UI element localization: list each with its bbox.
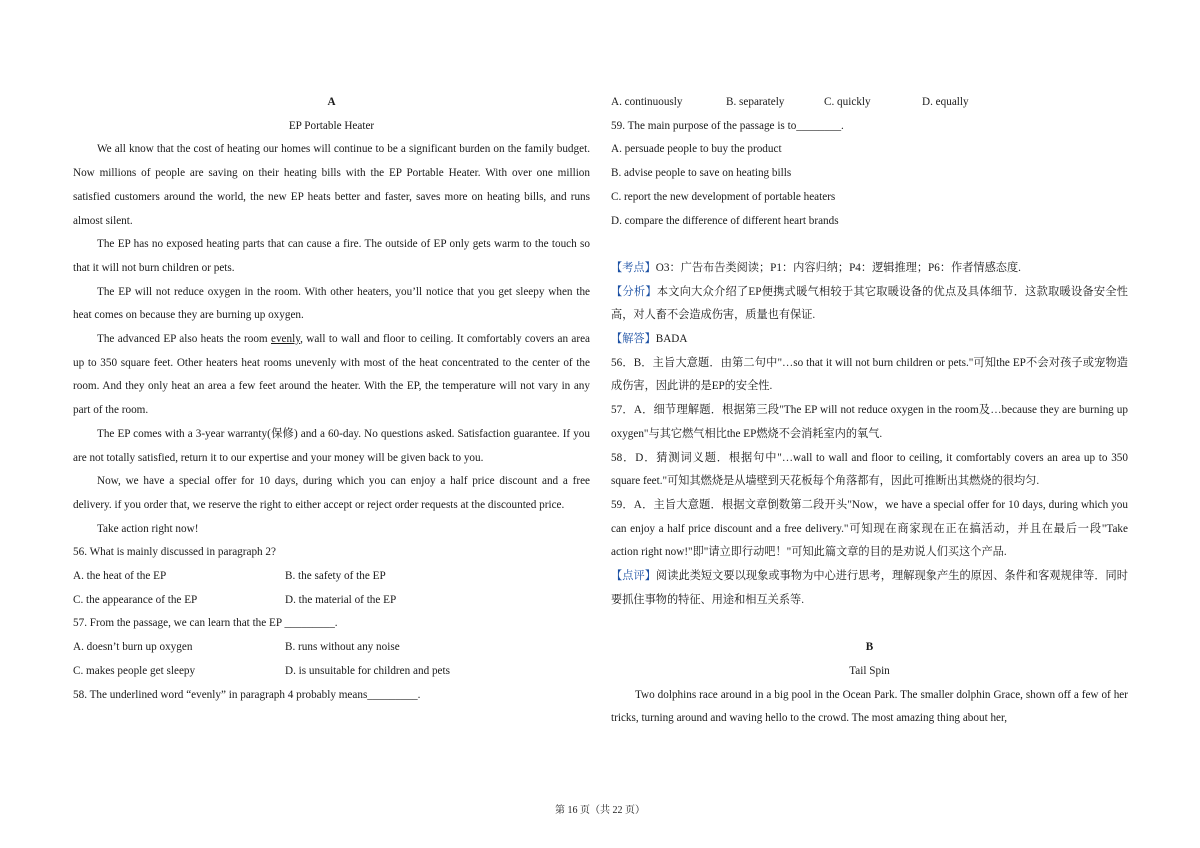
option-57-a: A. doesn’t burn up oxygen — [73, 641, 193, 654]
option-59-c: C. report the new development of portable heaters — [611, 190, 836, 203]
passage-b-title: Tail Spin — [849, 664, 890, 677]
passage-a-paragraph-1: We all know that the cost of heating our homes will continue to be a significant burden on the family budget. Now millions of people are saving on their heating bills with the EP Portable Heater. With over one million satisfied customers around the world, the new EP heats better and faster, saves more on heating bills, and runs almost silent. — [73, 143, 590, 227]
question-57-options-row-2 — [73, 660, 590, 684]
option-59-b: B. advise people to save on heating bills — [611, 167, 792, 180]
jieda-block — [611, 328, 1128, 352]
passage-a-paragraph-3: The EP will not reduce oxygen in the room. With other heaters, you’ll notice that you get sleepy when the heat comes on because they are burning up oxygen. — [73, 285, 590, 322]
answer-59-explanation: 59．A．主旨大意题．根据文章倒数第二段开头"Now，we have a special offer for 10 days, during which you can enjoy a half price discount and a free delivery."可知现在商家现在正在搞活动，并且在最后一段"Take action right now!"即"请立即行动吧！"可知此篇文章的目的是劝说人们买这个产品. — [611, 498, 1128, 559]
option-58-d: D. equally — [922, 96, 969, 108]
option-56-c: C. the appearance of the EP — [73, 593, 198, 606]
passage-a-paragraph-7: Take action right now! — [97, 522, 199, 535]
right-column — [611, 91, 1128, 731]
question-56: 56. What is mainly discussed in paragraph 2? — [73, 546, 276, 559]
answer-57-explanation: 57．A．细节理解题．根据第三段"The EP will not reduce oxygen in the room及…because they are burning up oxygen"与其它燃气相比the EP燃烧不会消耗室内的氧气. — [611, 404, 1128, 440]
option-56-d: D. the material of the EP — [285, 593, 397, 606]
jieda-text: BADA — [655, 333, 688, 346]
option-58-b: B. separately — [726, 96, 785, 108]
option-59-a: A. persuade people to buy the product — [611, 143, 782, 156]
option-56-b: B. the safety of the EP — [285, 570, 386, 583]
spacer — [611, 233, 1128, 257]
option-57-c: C. makes people get sleepy — [73, 664, 196, 677]
jieda-tag: 【解答】 — [611, 333, 656, 346]
underlined-word-evenly: evenly — [271, 333, 301, 346]
question-58: 58. The underlined word “evenly” in paragraph 4 probably means_________. — [73, 688, 421, 701]
option-57-d: D. is unsuitable for children and pets — [285, 664, 450, 677]
p4-text-after: , wall to wall and floor to ceiling. It comfortably covers an area up to 350 square feet. Other heaters heat rooms unevenly with most of the heat concentrated to the center of the room. And they only heat an area a few feet around the heater. With the EP, the temperature will not vary in any part of the room. — [73, 333, 591, 417]
p4-text-before: The advanced EP also heats the room — [97, 333, 271, 346]
kaodian-text: O3：广告布告类阅读；P1：内容归纳；P4：逻辑推理；P6：作者情感态度. — [655, 261, 1021, 274]
question-58-options — [611, 91, 1128, 115]
kaodian-tag: 【考点】 — [611, 261, 656, 274]
option-58-c: C. quickly — [824, 96, 871, 108]
question-57: 57. From the passage, we can learn that the EP _________. — [73, 617, 338, 630]
dianping-text: 阅读此类短文要以现象或事物为中心进行思考，理解现象产生的原因、条件和客观规律等．同时要抓住事物的特征、用途和相互关系等. — [611, 570, 1128, 606]
passage-b-paragraph-1: Two dolphins race around in a big pool in the Ocean Park. The smaller dolphin Grace, shown off a few of her tricks, turning around and waving hello to the crowd. The most amazing thing about her, — [611, 688, 1128, 725]
page-footer: 第 16 页（共 22 页） — [555, 805, 645, 816]
option-58-a: A. continuously — [611, 96, 683, 108]
option-57-b: B. runs without any noise — [285, 641, 400, 654]
answer-56-explanation: 56．B．主旨大意题．由第二句中"…so that it will not burn children or pets."可知the EP不会对孩子或宠物造成伤害，因此讲的是EP的安全性. — [611, 356, 1128, 393]
passage-a-title: EP Portable Heater — [288, 119, 375, 132]
question-56-options-row-2 — [73, 589, 590, 613]
passage-a-paragraph-4 — [73, 328, 590, 423]
fenxi-tag: 【分析】 — [611, 285, 657, 298]
question-59: 59. The main purpose of the passage is to________. — [611, 119, 844, 132]
option-56-a: A. the heat of the EP — [73, 570, 167, 583]
question-56-options-row-1 — [73, 565, 590, 589]
section-heading-b: B — [865, 641, 874, 654]
question-57-options-row-1 — [73, 636, 590, 660]
section-heading-a: A — [327, 96, 336, 108]
fenxi-text: 本文向大众介绍了EP便携式暖气相较于其它取暖设备的优点及具体细节．这款取暖设备安全性高，对人畜不会造成伤害，质量也有保证. — [611, 285, 1128, 322]
option-59-d: D. compare the difference of different heart brands — [611, 214, 839, 227]
fenxi-block — [611, 281, 1128, 328]
kaodian-block — [611, 257, 1128, 281]
passage-a-paragraph-5: The EP comes with a 3-year warranty(保修) and a 60-day. No questions asked. Satisfaction guarantee. If you are not totally satisfied, return it to our expertise and your money will be given back to you. — [73, 427, 590, 464]
dianping-block — [611, 565, 1128, 612]
dianping-tag: 【点评】 — [611, 570, 656, 583]
left-column — [73, 91, 590, 707]
spacer — [611, 612, 1128, 636]
passage-a-paragraph-2: The EP has no exposed heating parts that can cause a fire. The outside of EP only gets warm to the touch so that it will not burn children or pets. — [73, 238, 590, 274]
answer-58-explanation: 58．D．猜测词义题．根据句中"…wall to wall and floor to ceiling, it comfortably covers an area up to 350 square feet."可知其燃烧是从墙壁到天花板每个角落都有，因此可推断出其燃烧的很均匀. — [611, 451, 1128, 488]
passage-a-paragraph-6: Now, we have a special offer for 10 days, during which you can enjoy a half price discount and a free delivery. if you order that, we reserve the right to either accept or reject order requests at the discounted price. — [73, 475, 590, 511]
